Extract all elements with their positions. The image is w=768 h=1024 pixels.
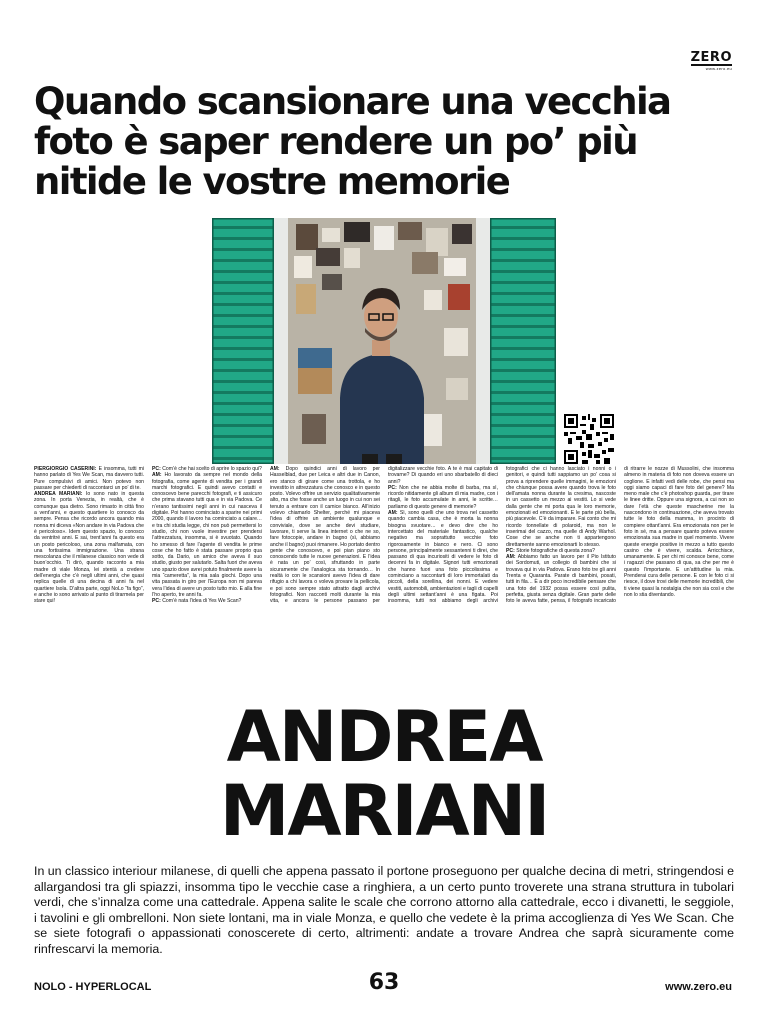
- website-link[interactable]: www.zero.eu: [665, 981, 732, 993]
- intro-paragraph: In un classico interiour milanese, di quelli che appena passato il portone proseguono per qualche decina di metri, stringendosi e allargandosi tra gli spiazzi, insomma tipo le vecchie case a ringhiera, a un certo punto troverete una strana struttura in tubolari verdi, che s’innalza come una cattedrale. Appena salite le scale che corrono attorno alla cattedrale, ecco i divanetti, le seggiole, i tavolini e gli ombrelloni. Non siete lontani, ma in viale Monza, e quello che vedete è la prima accoglienza di Yes We Scan. Che se siete fotografi o appassionati conoscerete di certo, altrimenti: andate a trovare Andrea che saprà sicuramente come rinfrescarvi la memoria.: [34, 864, 734, 956]
- zero-logo-subtext: www.zero.eu: [705, 66, 732, 71]
- interview-paragraph: ANDREA MARIANI: Io sono nato in questa zona. In porta Venezia, in realtà, che è comunque qua dietro. Sono rimasto in città fino a vent’anni, e questo quartiere lo conosco da sempre. Pensa che ricordo ancora quando mia nonna mi diceva «Non andare in via Padova che è pericoloso». Idem questo spazio, lo conosco da ventritré anni. E sai, trent’anni fa questo era un posto pericoloso, una zona malfamata, con una fortissima immigrazione. Una strana mescolanza che il milanese classico non vede di buon’occhio. Ti dirò, quando racconto a mia madre di viale Monza, lei stentà a credere dell’energia che c’è negli ultimi anni, che quasi replica quelle di una decina di anni fa nel quartiere Isola. D’altra parte, oggi NoLo “fa figo”, e anche io sono arrivato al punto di tirarmela per stare qui!: [34, 491, 144, 605]
- interview-paragraph: PC: Non che ne abbia molte di barba, ma sì, ricordo nitidamente gli album di mia madre, con i ritagli, le foto accumulate in anni, le scritte… parliamo di questo genere di memorie?: [388, 484, 498, 510]
- interviewee-name: [0, 696, 768, 852]
- zero-logo: [691, 52, 732, 71]
- interview-paragraph: PC: Storie fotografiche di questa zona?: [506, 547, 595, 554]
- interview-paragraph: AM: Abbiamo fatto un lavoro per il Pio Istituto dei Sordomuti, un collegio di bambini che si trovava qui in via Padova. Erano foto tre gli anni Trenta e Quaranta. Parate di bambini, posati, tutti in fila… È a dir poco incredibile pensare che una foto del 1932 possa essere così pulita, perfetta, giusta senza digitale. Gran parte delle foto le aveva fatte, pensa, il fotografo incaricato di ritrarre le nozze di Mussolini, che insomma almeno in materia di foto non doveva essere un coglione. E infatti vedi delle robe, che pensi ma oggi siamo capaci di fare foto del genere? Ma meno male che c’è photoshop guarda, per tirare le linee dritte. Oppure una signora, a cui non so dare l’età che queste mascherine me la nascondono in continuazione, che aveva trovato tutte le foto della mamma, in procinto di compiere ottant’anni. Era emozionata non per le foto in sé, ma a pensare quanto poteva essere emozionata sua madre in quel momento. Vivere queste energie positive in mezzo a tutto questo casino che è vivere, scalda. Arricchisce, umanamente. E per chi mi conosce bene, come i ragazzi che passano di qua, sa che per me è questo l’importante. E un’attitudine la mia. Prenderai cura delle persone. E con le foto ci si riesce, il dove trovi delle memorie incredibili, che ti viene quasi la nostalgia che non sia così e che non lo stia diventando.: [506, 466, 734, 605]
- interview-body: [34, 466, 734, 626]
- interview-paragraph: AM: Ho lavorato da sempre nel mondo della fotografia, come agente di vendita per i grandi marchi fotografici. E quindi avevo contatti e conoscevo bene parecchi fotografi, e ti assicuro che prima stavano tutti qua e in via Padova. Ce n’erano tantissimi negli anni in cui nasceva il digitale. Poi hanno cominciato a sparire nei primi 2000, quando il lavoro ha cominciato a calare… e tra chi studia legge, chi non può permettersi lo studio, chi non vuole investire per prendersi l’attrezzatura, insomma, si è svuotato. Quando ho smesso di fare l’agente di vendita le prime cose che ho fatto è stata passare proprio qua sotto, da Dario, un amico che aveva il suo studio, giusto per salutarlo. Salta fuori che aveva uno spazio dove avrei potuto finalmente avere la mia “cameretta”, la mia sala giochi. Dopo una vita passata in giro per l’Europa non mi pareva vera l’idea di avere un posto tutto mio. E alla fine l’ho aperto, tre anni fa.: [152, 472, 262, 598]
- section-label: NOLO - HYPERLOCAL: [34, 981, 152, 993]
- page-number: 63: [368, 970, 400, 995]
- qr-code-icon: [564, 414, 614, 464]
- interview-paragraph: PIERGIORGIO CASERINI: È insomma, tutti mi hanno parlato di Yes We Scan, ma davvero tutti. Pure compulsivi di amici. Non potevo non passare per chiederti di raccontarci un po’ di te.: [34, 466, 145, 491]
- name-last: MARIANI: [219, 770, 549, 852]
- interview-paragraph: PC: Com’è che hai scelto di aprire lo spazio qui?: [152, 466, 262, 472]
- name-first: ANDREA: [226, 696, 542, 778]
- interview-paragraph: PC: Com’è nata l’idea di Yes We Scan?: [152, 598, 242, 605]
- interview-paragraph: AM: Sì, sono quelli che uno trova nel cassetto quando cambia casa, che è morta la nonna bisogna svuotare… e devo dire che ho intercettato del materiale fantastico, qualche negativo ma soprattutto vecchie foto rigorosamente in bianco e nero. Ci sono persone, principalmente sessantenni ti direi, che passano di qua incuriositi di vedere le foto di decenni fa in digitale. Signori tutti emozionati che hanno fuori una foto piccolissima e cominciano a raccontarti di loro immortalati da piccoli, della sorellina, dei nonni. E vedere vestiti, automobili, ambientazioni e tagli di capelli degli ultimi settant’anni è una figata. Poi insomma, tutti noi abbiamo degli archivi fotografici che ci hanno lasciato i nonni o i genitori, e quindi tutti sappiamo un po’ cosa si prova a riprendere quelle immagini, le emozioni che chiunque possa avere quando trova le foto dell’amata nonna durante la cresima, nascoste in un cassetto un mezzo ai vestiti. Lo si vede dalla gente che mi porta qua le loro memorie, emozionati ed emozionanti. E le parte più bella, più piacevole. C’è da imparare. Fai conto che mi ricordo tonnellate di polaroid, ma non le inserimai del cazzo, ma quelle di Andy Warhol. Cose che se anche non ti appartengono direttamente sanno emozionarti lo stesso.: [388, 466, 616, 605]
- interview-paragraph: AM: Dopo quindici anni di lavoro per Hasselblad, due per Leica e altri due in Canon, ero stanco di girare come una trottola, e ho investito in attrezzatura che conosco e in questo posto. Volevo offrire un servizio qualitativamente alto, ma che fosse anche un luogo in cui non sei tenuto a entrare con il camice bianco. All’inizio volevo chiamarlo Shelter, perché mi piaceva l’idea di offrire un ambiente qualunque e conviviale, dove se anche devi studiare, lavorare, ti serve la linea internet o che ne so, fare fotocopie, andare in bagno (sì, abbiamo anche il bagno) puoi rimanere. Ho portato dentro gente che conoscevo, e poi pian piano sto conoscendo tutte le nuove generazioni. E l’idea è nata un po’ così, sfruttando in parte sicuramente che l’analogica sta tornando… In realtà io con le scansioni avevo l’idea di dare rifugio a chi lavora o voleva provare la pellicola, e poi sono sempre stato attratto dagli archivi fotografici. Non racconti molti durante la mia vita, e ancora le persone passano per digitalizzare vecchie foto. A te è mai capitato di trovarne? Di quando eri uno sbarbatello di dieci anni?: [270, 466, 498, 605]
- article-headline: Quando scansionare una vecchia foto è saper rendere un po’ più nitide le vostre memorie: [34, 80, 671, 203]
- portrait-photo: [212, 218, 556, 464]
- zero-logo-text: ZERO: [690, 50, 732, 65]
